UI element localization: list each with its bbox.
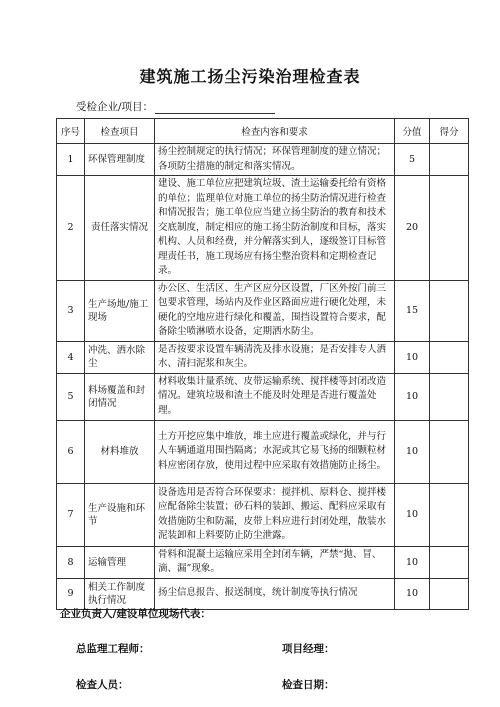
row-score: 20: [395, 176, 430, 281]
row-item: 运输管理: [85, 546, 155, 578]
row-item: 生产设施和环节: [85, 483, 155, 546]
table-row: [57, 578, 469, 609]
table-header-row: [57, 119, 469, 144]
row-content: 设备选用是否符合环保要求：搅拌机、原料仓、搅拌楼应配备除尘装置；砂石料的装卸、搬运、配料应采取有效措施防尘和防漏，皮带上料应进行封闭处理，散装水泥装卸和上料要防止防尘泄露。: [155, 483, 395, 546]
table-row: [57, 144, 469, 176]
row-item: 生产场地/施工现场: [85, 280, 155, 341]
row-score: 10: [395, 373, 430, 420]
representative-label: 企业负责人/建设单位现场代表：: [60, 608, 211, 620]
row-content: 土方开挖应集中堆放，堆土应进行覆盖或绿化，并与行人车辆通道用围挡隔离；水泥或其它易飞扬的细颗粒材料应密闭存放，使用过程中应采取有效措施防止扬尘。: [155, 420, 395, 483]
row-got[interactable]: [430, 373, 469, 420]
table-row: [57, 176, 469, 281]
row-content: 办公区、生活区、生产区应分区设置，厂区外按门前三包要求管理，场站内及作业区路面应进行硬化处理，未硬化的空地应进行绿化和覆盖，围挡设置符合要求，配备除尘喷淋喷水设备，定期洒水防尘。: [155, 280, 395, 341]
row-item: 材料堆放: [85, 420, 155, 483]
row-item: 环保管理制度: [85, 144, 155, 176]
table-row: [57, 280, 469, 341]
row-item: 责任落实情况: [85, 176, 155, 281]
row-item: 相关工作制度执行情况: [85, 578, 155, 609]
row-no: 4: [57, 341, 85, 373]
row-no: 5: [57, 373, 85, 420]
row-content: 骨料和混凝土运输应采用全封闭车辆，严禁“抛、冒、滴、漏”现象。: [155, 546, 395, 578]
row-no: 6: [57, 420, 85, 483]
row-content: 扬尘控制规定的执行情况；环保管理制度的建立情况；各项防尘措施的制定和落实情况。: [155, 144, 395, 176]
table-row: [57, 341, 469, 373]
company-blank-line: [155, 103, 275, 114]
project-manager-label: 项目经理：: [282, 643, 335, 655]
row-got[interactable]: [430, 144, 469, 176]
inspection-date-label: 检查日期：: [282, 679, 335, 691]
chief-supervisor-label: 总监理工程师：: [76, 643, 150, 655]
header-score: 分值: [395, 119, 430, 144]
row-got[interactable]: [430, 578, 469, 609]
row-content: 建设、施工单位应把建筑垃圾、渣土运输委托给有资格的单位；监理单位对施工单位的扬尘防治情况进行检查和情况报告；施工单位应当建立扬尘防治的教育和技术交底制度，制定相应的施工扬尘防治制度和目标，落实机构、人员和经费，并分解落实到人，逐级签订目标管理责任书，施工现场应有扬尘整治资料和定期检查记录。: [155, 176, 395, 281]
header-item: 检查项目: [85, 119, 155, 144]
row-content: 材料收集计量系统、皮带运输系统、搅拌楼等封闭改造情况。建筑垃圾和渣土不能及时处理是否进行覆盖处理。: [155, 373, 395, 420]
row-content: 是否按要求设置车辆清洗及排水设施；是否安排专人洒水、清扫泥浆和灰尘。: [155, 341, 395, 373]
header-got: 得分: [430, 119, 469, 144]
row-got[interactable]: [430, 546, 469, 578]
row-got[interactable]: [430, 280, 469, 341]
row-item: 料场覆盖和封闭情况: [85, 373, 155, 420]
row-score: 10: [395, 578, 430, 609]
row-score: 10: [395, 420, 430, 483]
inspector-label: 检查人员：: [76, 679, 129, 691]
table-row: [57, 420, 469, 483]
row-no: 7: [57, 483, 85, 546]
table-row: [57, 483, 469, 546]
row-score: 10: [395, 546, 430, 578]
row-item: 冲洗、洒水除尘: [85, 341, 155, 373]
row-got[interactable]: [430, 483, 469, 546]
row-got[interactable]: [430, 420, 469, 483]
table-row: [57, 546, 469, 578]
company-field: [76, 99, 275, 114]
row-no: 3: [57, 280, 85, 341]
row-got[interactable]: [430, 341, 469, 373]
inspection-table: [56, 118, 469, 610]
page-title: 建筑施工扬尘污染治理检查表: [139, 67, 361, 86]
row-no: 2: [57, 176, 85, 281]
row-no: 1: [57, 144, 85, 176]
row-score: 10: [395, 483, 430, 546]
row-score: 15: [395, 280, 430, 341]
company-label: 受检企业/项目：: [76, 101, 154, 113]
row-score: 5: [395, 144, 430, 176]
header-content: 检查内容和要求: [155, 119, 395, 144]
row-got[interactable]: [430, 176, 469, 281]
row-score: 10: [395, 341, 430, 373]
row-no: 9: [57, 578, 85, 609]
table-row: [57, 373, 469, 420]
row-content: 扬尘信息报告、报送制度，统计制度等执行情况: [155, 578, 395, 609]
row-no: 8: [57, 546, 85, 578]
header-no: 序号: [57, 119, 85, 144]
